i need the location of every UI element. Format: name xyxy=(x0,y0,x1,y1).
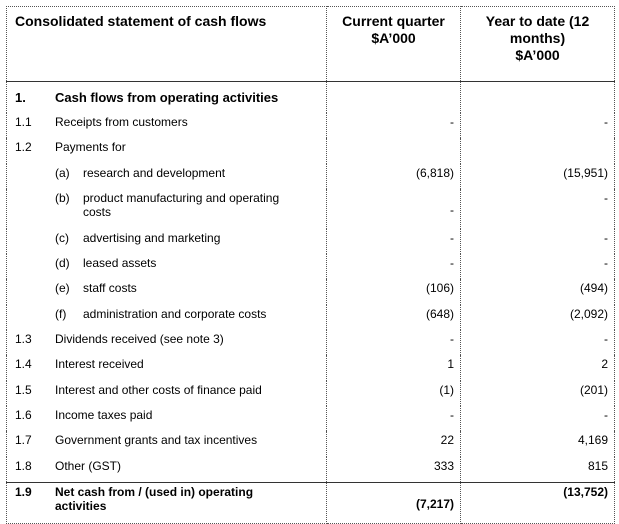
year-to-date-value: - xyxy=(461,330,615,355)
table-row: 1.5 Interest and other costs of finance paid (1) (201) xyxy=(7,381,615,406)
table-header-row xyxy=(7,7,615,82)
table-row: 1.7 Government grants and tax incentives 22 4,169 xyxy=(7,431,615,456)
table-row: (e) staff costs (106) (494) xyxy=(7,279,615,304)
section-number: 1. xyxy=(15,90,26,105)
table-row: 1.8 Other (GST) 333 815 xyxy=(7,457,615,483)
year-to-date-value: 4,169 xyxy=(461,431,615,456)
current-quarter-value: (106) xyxy=(327,279,461,304)
statement-title: Consolidated statement of cash flows xyxy=(7,7,327,82)
year-to-date-value: 815 xyxy=(461,457,615,483)
current-quarter-value: (648) xyxy=(327,305,461,330)
total-label: Net cash from / (used in) operating activities xyxy=(55,484,254,513)
table-row: 1.4 Interest received 1 2 xyxy=(7,355,615,380)
table-row: (c) advertising and marketing - - xyxy=(7,229,615,254)
table-row: (a) research and development (6,818) (15,951) xyxy=(7,164,615,189)
table-row: 1.3 Dividends received (see note 3) - - xyxy=(7,330,615,355)
current-quarter-value: 333 xyxy=(327,457,461,483)
year-to-date-value: - xyxy=(461,113,615,138)
year-to-date-value: (2,092) xyxy=(461,305,615,330)
table-row: 1.1 Receipts from customers - - xyxy=(7,113,615,138)
year-to-date-value: - xyxy=(461,254,615,279)
year-to-date-value: (201) xyxy=(461,381,615,406)
total-row xyxy=(7,482,615,523)
table-row: 1.6 Income taxes paid - - xyxy=(7,406,615,431)
current-quarter-value: - xyxy=(327,113,461,138)
year-to-date-value: 2 xyxy=(461,355,615,380)
table-row: (f) administration and corporate costs (648) (2,092) xyxy=(7,305,615,330)
cash-flow-table xyxy=(6,6,615,524)
column-header-current-quarter: Current quarter $A’000 xyxy=(327,7,461,82)
year-to-date-value: (494) xyxy=(461,279,615,304)
table-row: 1.2 Payments for xyxy=(7,138,615,163)
current-quarter-value: - xyxy=(327,330,461,355)
current-quarter-value: (6,818) xyxy=(327,164,461,189)
year-to-date-value: - xyxy=(461,189,615,229)
total-year-to-date-value: (13,752) xyxy=(461,482,615,523)
current-quarter-value: 1 xyxy=(327,355,461,380)
current-quarter-value: 22 xyxy=(327,431,461,456)
current-quarter-value: - xyxy=(327,254,461,279)
table-row: (b) product manufacturing and operating costs - - xyxy=(7,189,615,229)
column-header-year-to-date: Year to date (12 months) $A’000 xyxy=(461,7,615,82)
table-row: (d) leased assets - - xyxy=(7,254,615,279)
section-label: Cash flows from operating activities xyxy=(55,90,279,105)
total-number: 1.9 xyxy=(15,484,32,499)
total-current-quarter-value: (7,217) xyxy=(327,482,461,523)
current-quarter-value: - xyxy=(327,406,461,431)
current-quarter-value: - xyxy=(327,229,461,254)
year-to-date-value: - xyxy=(461,229,615,254)
year-to-date-value: (15,951) xyxy=(461,164,615,189)
current-quarter-value: - xyxy=(327,189,461,229)
current-quarter-value: (1) xyxy=(327,381,461,406)
year-to-date-value: - xyxy=(461,406,615,431)
section-heading-row xyxy=(7,82,615,114)
